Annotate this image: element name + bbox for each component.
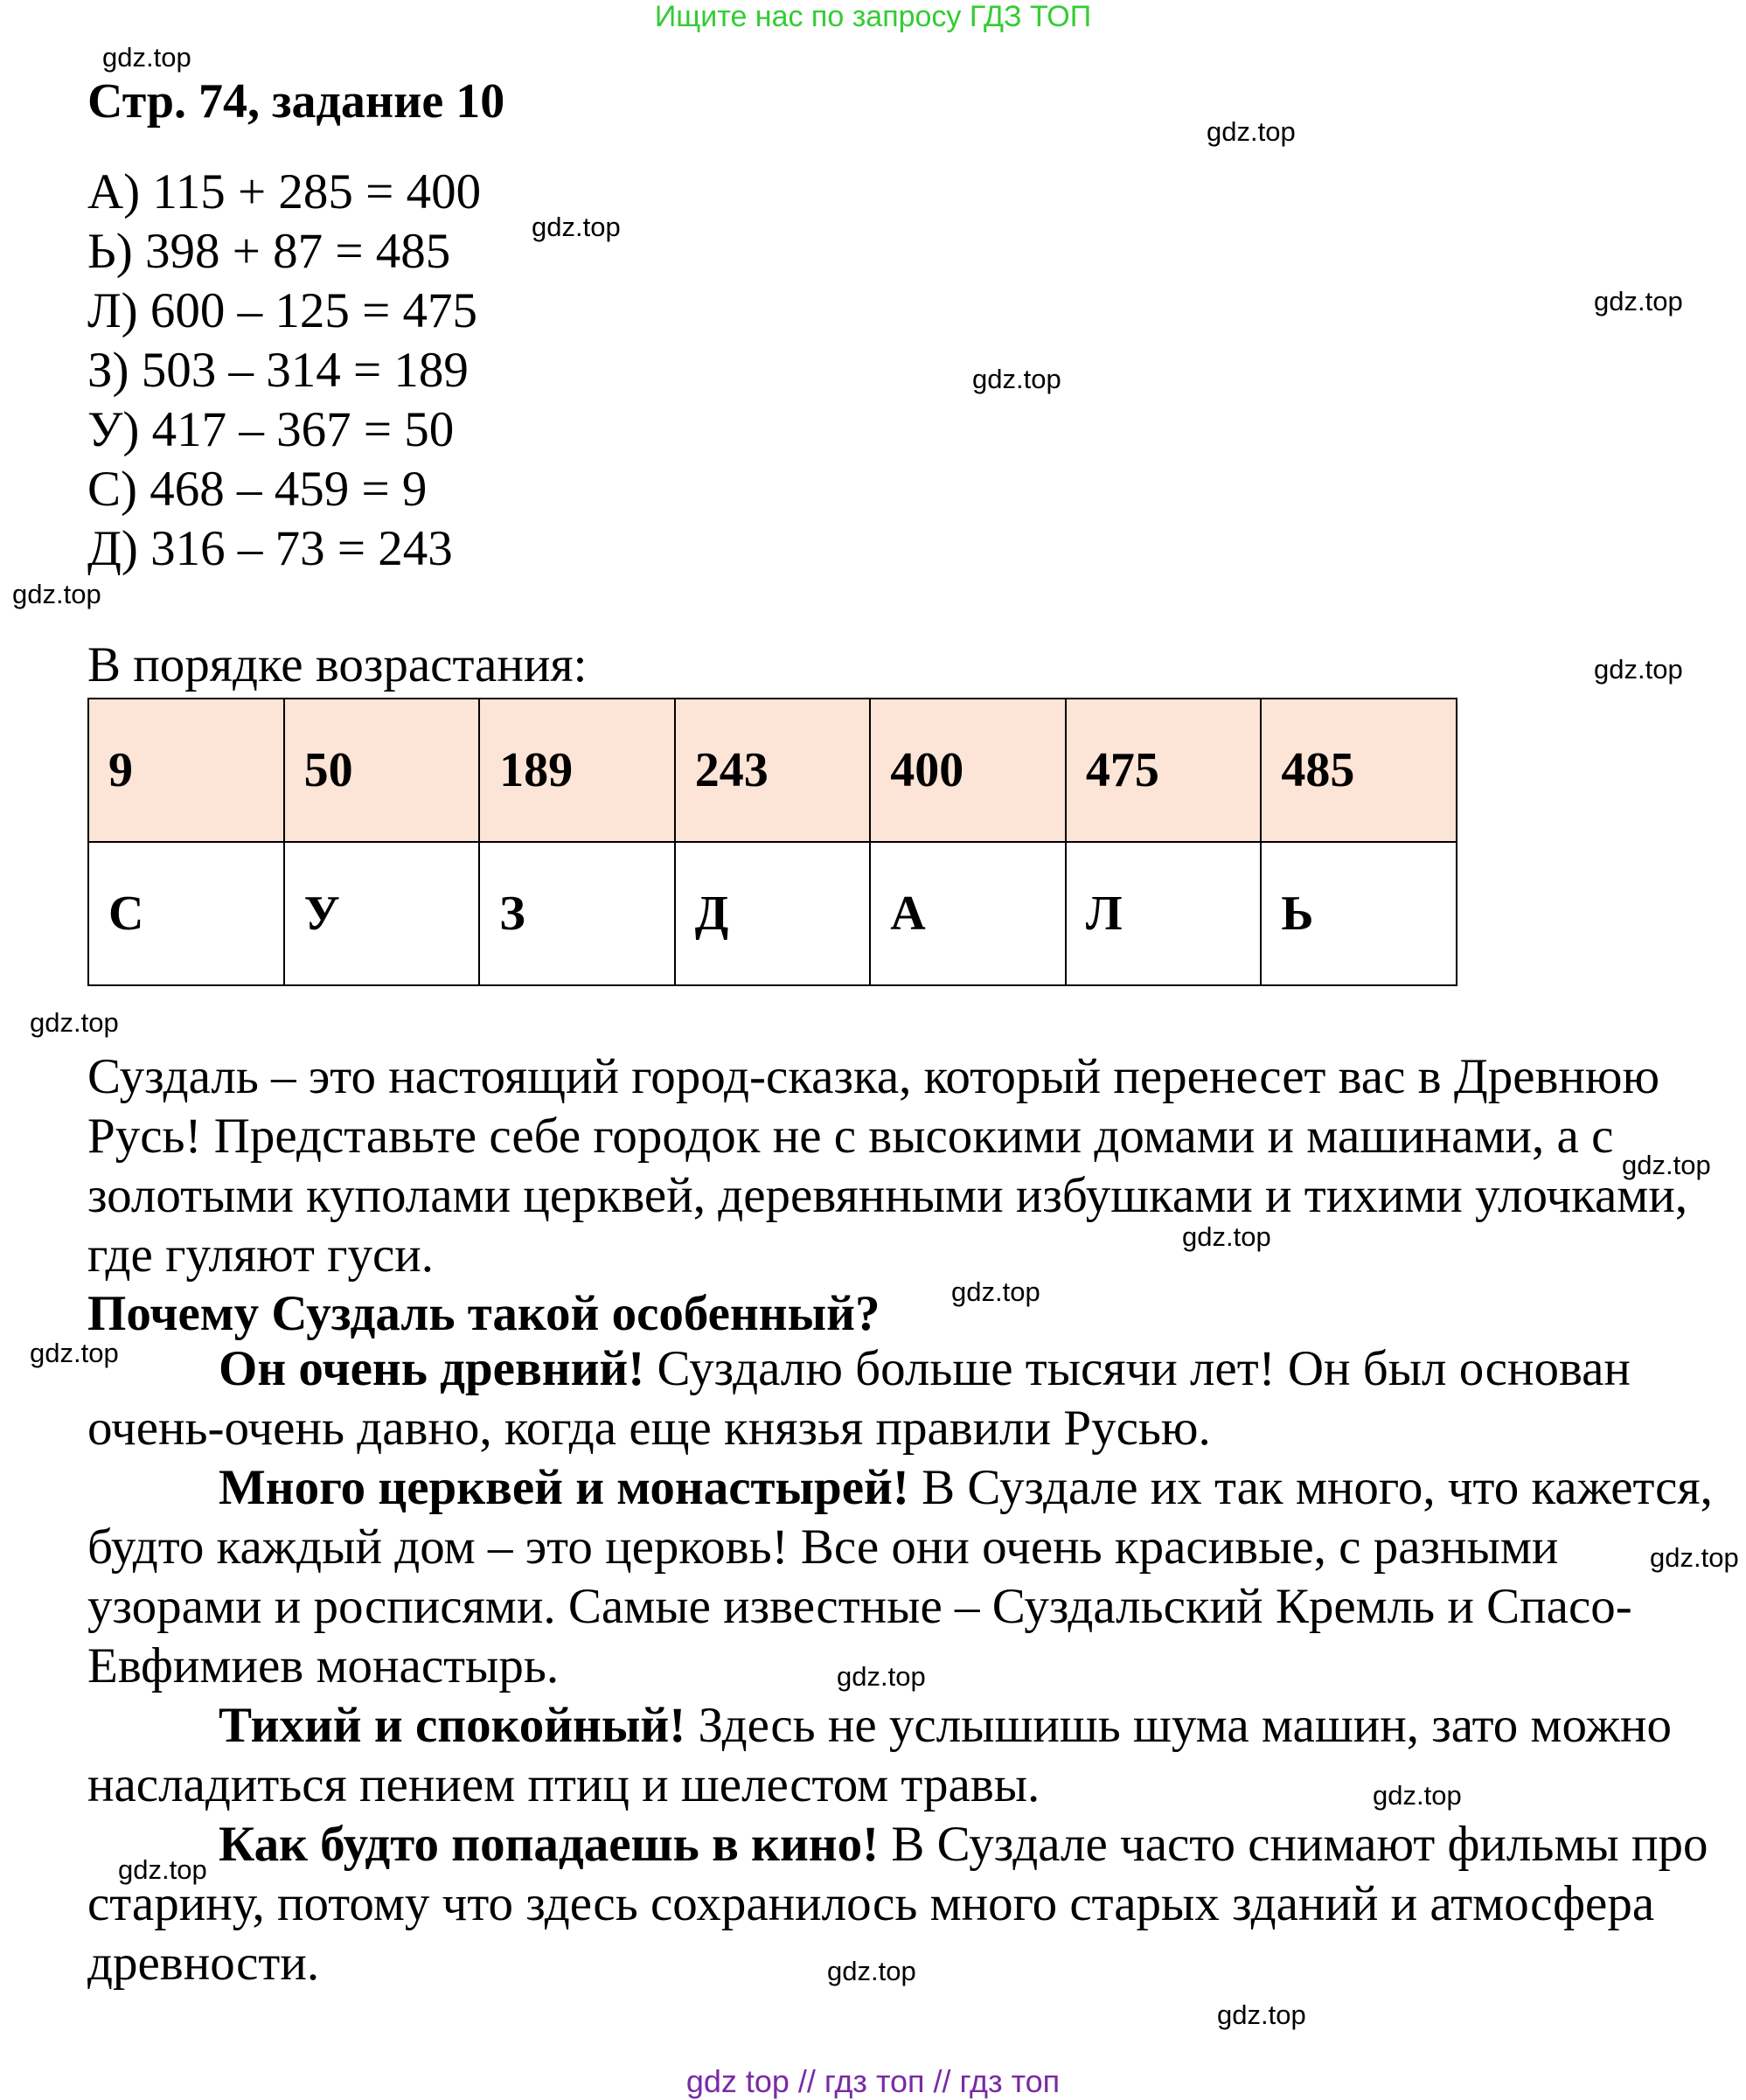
point-text: В Суздале часто снимают фильмы про старину, потому что здесь сохранилось много старых зданий и атмосфера древности. (87, 1817, 1708, 1991)
point-title: Тихий и спокойный! (219, 1698, 686, 1753)
section-heading: Почему Суздаль такой особенный? (87, 1286, 880, 1341)
letter-cell: У (284, 842, 480, 985)
letter-cell: Л (1066, 842, 1262, 985)
equation-line: Д) 316 – 73 = 243 (87, 521, 453, 576)
letter-cell: З (479, 842, 675, 985)
number-cell: 475 (1066, 699, 1262, 842)
watermark: gdz.top (1373, 1780, 1462, 1811)
watermark: gdz.top (532, 212, 621, 242)
letter-cell: А (870, 842, 1066, 985)
point-text: Суздалю больше тысячи лет! Он был основан очень-очень давно, когда еще князья правили Русью. (87, 1341, 1631, 1456)
equation-line: С) 468 – 459 = 9 (87, 462, 428, 517)
number-cell: 9 (88, 699, 284, 842)
equation-line: Ь) 398 + 87 = 485 (87, 224, 451, 279)
point-title: Много церквей и монастырей! (219, 1460, 909, 1515)
order-label: В порядке возрастания: (87, 637, 588, 692)
letter-cell: Д (675, 842, 871, 985)
number-cell: 400 (870, 699, 1066, 842)
watermark: gdz.top (1217, 1999, 1306, 2030)
point-paragraph (87, 1458, 1731, 1696)
watermark: gdz.top (1207, 116, 1296, 147)
watermark: gdz.top (1650, 1542, 1739, 1573)
intro-paragraph: Суздаль – это настоящий город-сказка, который перенесет вас в Древнюю Русь! Представьте себе городок не с высокими домами и машинами, а с золотыми куполами церквей, деревянными избушками и тихими улочками, где гуляют гуси. (87, 1049, 1688, 1283)
page-title: Стр. 74, задание 10 (87, 74, 505, 129)
watermark: gdz.top (118, 1854, 207, 1885)
equation-line: А) 115 + 285 = 400 (87, 164, 482, 219)
equation-line: З) 503 – 314 = 189 (87, 343, 469, 398)
watermark: gdz.top (1594, 654, 1683, 685)
point-text: В Суздале их так много, что кажется, будто каждый дом – это церковь! Все они очень красивые, с разными узорами и росписями. Самые известные – Суздальский Кремль и Спасо-Евфимиев монастырь. (87, 1460, 1713, 1693)
watermark: gdz.top (1594, 286, 1683, 316)
watermark: gdz.top (972, 364, 1061, 394)
footer-links: gdz top // гдз топ // гдз топ (685, 2063, 1061, 2099)
letter-cell: Ь (1261, 842, 1457, 985)
equation-line: У) 417 – 367 = 50 (87, 402, 455, 457)
number-cell: 243 (675, 699, 871, 842)
watermark: gdz.top (951, 1276, 1040, 1307)
watermark: gdz.top (1182, 1221, 1271, 1252)
point-text: Здесь не услышишь шума машин, зато можно насладиться пением птиц и шелестом травы. (87, 1698, 1673, 1812)
number-cell: 189 (479, 699, 675, 842)
watermark: gdz.top (30, 1338, 119, 1368)
numbers-row (88, 699, 1457, 842)
number-cell: 50 (284, 699, 480, 842)
equation-line: Л) 600 – 125 = 475 (87, 283, 478, 338)
point-title: Как будто попадаешь в кино! (219, 1817, 880, 1872)
point-paragraph (87, 1339, 1731, 1458)
search-banner: Ищите нас по запросу ГДЗ ТОП (654, 0, 1092, 33)
watermark: gdz.top (30, 1007, 119, 1038)
watermark: gdz.top (12, 579, 101, 609)
watermark: gdz.top (837, 1661, 926, 1692)
answer-table (87, 698, 1457, 986)
point-title: Он очень древний! (219, 1341, 645, 1396)
point-paragraph (87, 1815, 1731, 1993)
letter-cell: С (88, 842, 284, 985)
watermark: gdz.top (827, 1956, 916, 1986)
point-paragraph (87, 1696, 1731, 1815)
number-cell: 485 (1261, 699, 1457, 842)
letters-row (88, 842, 1457, 985)
watermark: gdz.top (1622, 1150, 1711, 1180)
watermark: gdz.top (102, 42, 191, 73)
